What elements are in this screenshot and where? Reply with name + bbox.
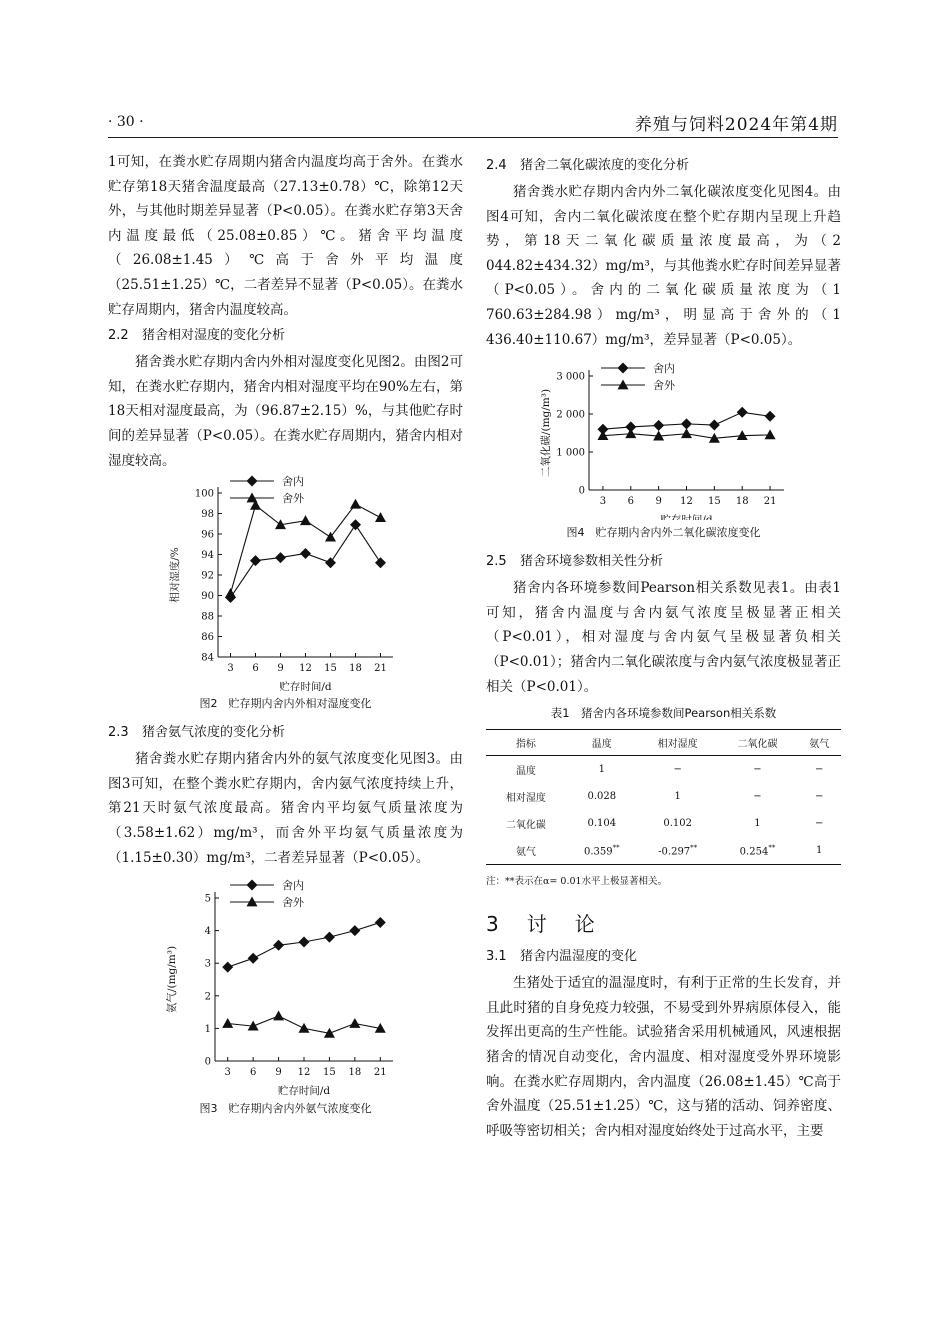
legend-marker xyxy=(247,880,258,891)
section-3-heading: 3 讨 论 xyxy=(486,912,599,937)
y-tick-label: 88 xyxy=(201,611,214,623)
section-2-2-heading xyxy=(108,324,463,348)
table-note: 注：**表示在α= 0.01水平上极显著相关。 xyxy=(486,876,668,888)
figure-3-caption: 图3 贮存期内舍内外氨气浓度变化 xyxy=(199,1102,372,1116)
section-title: 猪舍相对湿度的变化分析 xyxy=(142,328,286,344)
table-header-cell: 二氧化碳 xyxy=(718,730,798,756)
paragraph-temp-end: 1可知，在粪水贮存周期内猪舍内温度均高于舍外。在粪水贮存第18天猪舍温度最高（27.13±0.78）℃，除第12天外，与其他时期差异显著（P<0.05）。在粪水贮存第3天舍内温度最低（25.08±0.85）℃。猪舍平均温度（26.08±1.45）℃高于舍外平均温度（25.51±1.25）℃，二者差异不显著（P<0.05）。在粪水贮存周期内，猪舍内温度较高。 xyxy=(108,154,463,318)
header-rule xyxy=(108,137,838,138)
x-tick-label: 18 xyxy=(349,663,362,675)
paragraph-ammonia: 猪舍粪水贮存期内猪舍内外的氨气浓度变化见图3。由图3可知，在整个粪水贮存期内，舍内氨气浓度持续上升，第21天时氨气浓度最高。猪舍内平均氨气质量浓度为（3.58±1.62）mg/m³，而舍外平均氨气质量浓度为（1.15±0.30）mg/m³，二者差异显著（P<0.05）。 xyxy=(108,751,463,866)
y-tick-label: 2 000 xyxy=(556,409,585,421)
paragraph-discussion: 生猪处于适宜的温湿度时，有利于正常的生长发育，并且此时猪的自身免疫力较强，不易受到外界病原体侵入，能发挥出更高的生产性能。试验猪舍采用机械通风，风速根据猪舍的情况自动变化，舍内温度、相对湿度受外界环境影响。在粪水贮存周期内，舍内温度（26.08±1.45）℃高于舍外温度（25.51±1.25）℃，这与猪的活动、饲养密度、呼吸等密切相关；舍内相对湿度始终处于过高水平，主要 xyxy=(486,975,841,1139)
data-point xyxy=(653,420,664,431)
figure-3-chart xyxy=(108,878,463,1096)
data-point xyxy=(375,917,386,928)
section-title: 猪舍二氧化碳浓度的变化分析 xyxy=(520,158,690,173)
table-row xyxy=(486,837,841,865)
data-point xyxy=(681,419,692,430)
legend-label: 舍外 xyxy=(282,492,304,506)
table-header-cell: 指标 xyxy=(486,730,566,756)
significance-mark: ** xyxy=(768,843,776,852)
significance-mark: ** xyxy=(612,843,620,852)
y-tick-label: 4 xyxy=(204,926,211,938)
data-point xyxy=(273,1011,284,1021)
table-cell: − xyxy=(815,791,824,803)
figure-4 xyxy=(486,358,841,540)
figure-2-caption: 图2 贮存期内舍内外相对湿度变化 xyxy=(199,697,372,711)
table-cell: 0.028 xyxy=(587,791,617,803)
table-cell: 二氧化碳 xyxy=(505,820,546,832)
figure-2-chart xyxy=(108,473,463,691)
right-column xyxy=(486,150,841,1143)
data-point xyxy=(681,428,692,438)
data-point xyxy=(737,407,748,418)
data-point xyxy=(299,1023,310,1033)
section-title: 猪舍环境参数相关性分析 xyxy=(520,554,664,570)
y-tick-label: 100 xyxy=(194,488,214,500)
x-tick-label: 21 xyxy=(373,1067,387,1079)
table-row xyxy=(486,783,841,810)
data-point xyxy=(225,588,236,598)
paragraph-correlation: 猪舍内各环境参数间Pearson相关系数见表1。由表1可知，猪舍内温度与舍内氨气浓度呈极显著正相关（P<0.01），相对湿度与舍内氨气呈极显著负相关（P<0.01）；猪舍内二氧化碳浓度与舍内氨气浓度极显著正相关（P<0.01）。 xyxy=(486,580,841,695)
table-cell: 0.254** xyxy=(718,837,798,865)
data-point xyxy=(250,555,261,566)
paragraph-humidity: 猪舍粪水贮存期内舍内外相对湿度变化见图2。由图2可知，在粪水贮存期内，猪舍内相对湿度平均在90%左右，第18天相对湿度最高，为（96.87±2.15）%，与其他贮存时间的差异显著（P<0.05）。在粪水贮存周期内，猪舍内相对湿度较高。 xyxy=(108,354,463,469)
data-point xyxy=(350,499,361,509)
table-cell: 1 xyxy=(674,791,681,803)
data-point xyxy=(625,428,636,438)
data-point xyxy=(375,512,386,522)
y-tick-label: 96 xyxy=(201,529,214,541)
data-point xyxy=(273,940,284,951)
data-point xyxy=(299,937,310,948)
figure-2 xyxy=(108,473,463,711)
x-tick-label: 3 xyxy=(227,663,234,675)
journal-title: 养殖与饲料2024年第4期 xyxy=(634,115,838,135)
table-row xyxy=(486,810,841,837)
table-row xyxy=(486,756,841,784)
data-point xyxy=(709,420,720,431)
table-cell: − xyxy=(753,791,762,803)
x-axis-label: 贮存时间/d xyxy=(277,1085,331,1097)
table-cell: − xyxy=(753,764,762,776)
table-cell: 相对湿度 xyxy=(505,793,546,805)
y-tick-label: 3 000 xyxy=(556,371,585,383)
section-number: 2.3 xyxy=(108,725,129,741)
x-tick-label: 21 xyxy=(763,496,777,508)
y-tick-label: 92 xyxy=(201,570,214,582)
table-cell: 1 xyxy=(754,818,761,830)
x-tick-label: 15 xyxy=(323,1067,336,1079)
data-point xyxy=(765,430,776,440)
x-tick-label: 12 xyxy=(680,496,693,508)
legend-label: 舍内 xyxy=(282,475,304,489)
table-cell: 温度 xyxy=(515,766,536,778)
y-tick-label: 0 xyxy=(204,1056,211,1068)
x-axis-label: 贮存时间/d xyxy=(279,681,332,692)
y-tick-label: 1 xyxy=(204,1023,211,1035)
section-number: 2.4 xyxy=(486,158,507,173)
legend-marker xyxy=(618,363,629,374)
y-tick-label: 94 xyxy=(201,550,214,562)
x-tick-label: 3 xyxy=(224,1067,231,1079)
y-tick-label: 2 xyxy=(204,991,211,1003)
data-point xyxy=(248,953,259,964)
section-title: 猪舍内温湿度的变化 xyxy=(520,949,638,965)
data-point xyxy=(325,557,336,568)
legend-label: 舍外 xyxy=(653,379,675,393)
table-header-row xyxy=(486,730,841,756)
y-axis-label: 氨气/(mg/m³) xyxy=(166,946,178,1014)
table-header-cell: 相对湿度 xyxy=(638,730,718,756)
data-point xyxy=(300,515,311,525)
table-cell: − xyxy=(815,764,824,776)
data-point xyxy=(300,548,311,559)
table-header-cell: 温度 xyxy=(566,730,638,756)
section-title: 猪舍氨气浓度的变化分析 xyxy=(142,725,286,741)
x-tick-label: 9 xyxy=(655,496,662,508)
section-2-5-heading xyxy=(486,550,841,574)
table-header-cell: 氨气 xyxy=(797,730,841,756)
table-1-caption: 表1 猪舍内各环境参数间Pearson相关系数 xyxy=(550,706,777,721)
data-point xyxy=(349,925,360,936)
legend-label: 舍内 xyxy=(282,879,304,893)
x-axis-label: 贮存时间/d xyxy=(660,514,713,521)
y-tick-label: 1 000 xyxy=(556,447,585,459)
data-point xyxy=(375,557,386,568)
section-3-1-heading xyxy=(486,945,841,969)
y-tick-label: 86 xyxy=(201,632,214,644)
y-tick-label: 5 xyxy=(204,893,211,905)
x-tick-label: 15 xyxy=(324,663,337,675)
table-cell: 0.104 xyxy=(587,818,617,830)
table-cell: − xyxy=(673,764,682,776)
data-point xyxy=(324,932,335,943)
data-point xyxy=(222,1018,233,1028)
table-cell: 0.359** xyxy=(566,837,638,865)
section-2-4-heading xyxy=(486,154,841,178)
data-point xyxy=(765,411,776,422)
x-tick-label: 9 xyxy=(275,1067,282,1079)
data-point xyxy=(325,532,336,542)
x-tick-label: 6 xyxy=(252,663,259,675)
data-point xyxy=(222,962,233,973)
section-2-3-heading xyxy=(108,721,463,745)
y-axis-label: 相对湿度/% xyxy=(169,547,181,603)
x-tick-label: 12 xyxy=(297,1067,311,1079)
x-tick-label: 21 xyxy=(374,663,387,675)
y-tick-label: 98 xyxy=(201,509,214,521)
page-number: · 30 · xyxy=(108,114,144,130)
pearson-table xyxy=(486,729,841,865)
data-point xyxy=(275,552,286,563)
x-tick-label: 9 xyxy=(277,663,284,675)
table-cell: 1 xyxy=(598,764,605,776)
table-cell: 0.102 xyxy=(663,818,692,830)
table-cell: 1 xyxy=(797,837,841,865)
left-column xyxy=(108,150,463,1116)
section-number: 2.2 xyxy=(108,328,129,344)
y-tick-label: 0 xyxy=(578,485,585,497)
x-tick-label: 6 xyxy=(627,496,634,508)
x-tick-label: 6 xyxy=(249,1067,257,1079)
x-tick-label: 18 xyxy=(348,1067,362,1079)
table-cell: 氨气 xyxy=(486,837,566,865)
legend-label: 舍外 xyxy=(282,896,304,910)
table-cell: − xyxy=(815,818,824,830)
y-tick-label: 3 xyxy=(204,958,211,970)
data-point xyxy=(350,519,361,530)
y-tick-label: 84 xyxy=(201,652,214,664)
section-number: 3.1 xyxy=(486,949,507,965)
y-axis-label: 二氧化碳/(mg/m³) xyxy=(540,389,552,478)
figure-4-chart xyxy=(486,358,841,520)
x-tick-label: 18 xyxy=(735,496,749,508)
legend-marker xyxy=(247,476,258,487)
data-point xyxy=(349,1018,360,1028)
significance-mark: ** xyxy=(690,843,698,852)
y-tick-label: 90 xyxy=(201,591,214,603)
legend-label: 舍内 xyxy=(653,362,675,376)
section-number: 2.5 xyxy=(486,554,507,570)
figure-3 xyxy=(108,878,463,1116)
figure-4-caption: 图4 贮存期内舍内外二氧化碳浓度变化 xyxy=(566,526,761,540)
paragraph-co2: 猪舍粪水贮存期内舍内外二氧化碳浓度变化见图4。由图4可知，舍内二氧化碳浓度在整个贮存期内呈现上升趋势，第18天二氧化碳质量浓度最高，为（2 044.82±434.32）mg/m³，与其他粪水贮存时间差异显著（P<0.05）。舍内的二氧化碳质量浓度为（1 760.63±284.98）mg/m³，明显高于舍外的（1 436.40±110.67）mg/m³，差异显著（P<0.05）。 xyxy=(486,184,841,348)
x-tick-label: 12 xyxy=(299,663,312,675)
table-cell: -0.297** xyxy=(638,837,718,865)
x-tick-label: 3 xyxy=(599,496,607,508)
x-tick-label: 15 xyxy=(707,496,721,508)
